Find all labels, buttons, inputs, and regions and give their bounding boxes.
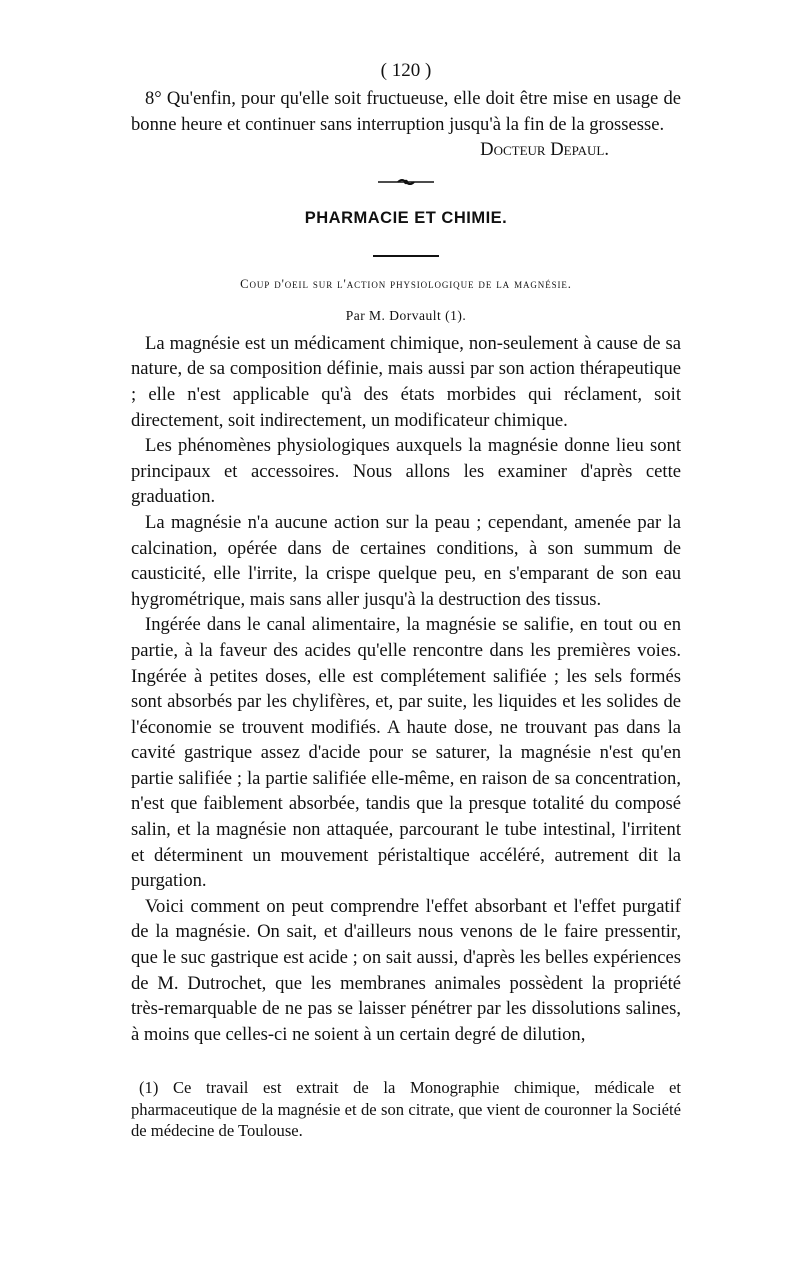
byline: Par M. Dorvault (1). xyxy=(345,307,467,323)
book-page xyxy=(131,58,681,1142)
body-paragraph: Ingérée dans le canal alimentaire, la magnésie se salifie, en tout ou en partie, à la faveur des acides qu'elle rencontre dans les premières voies. Ingérée à petites doses, elle est complétement salifiée ; les sels formés sont absorbés par les chylifères, et, par suite, les liquides et les solides de l'économie se trouvent modifiés. A haute dose, ne trouvant pas dans la cavité gastrique assez d'acide pour se saturer, la magnésie n'est qu'en partie salifiée ; la partie salifiée elle-même, en raison de sa concentration, n'est que faiblement absorbée, tandis que la presque totalité du composé salin, et la magnésie non attaquée, parcourant le tube intestinal, l'irritent et déterminent un mouvement péristaltique accéléré, autrement dit la purgation. xyxy=(131,614,681,892)
body-paragraph: Voici comment on peut comprendre l'effet absorbant et l'effet purgatif de la magnésie. On sait, et d'ailleurs nous venons de le faire pressentir, que le suc gastrique est acide ; on sait aussi, d'après les belles expériences de M. Dutrochet, que les membranes animales possèdent la propriété très-remarquable de ne pas se laisser pénétrer par les dissolutions salines, à moins que celles-ci ne soient à un certain degré de dilution, xyxy=(131,895,681,1045)
ornament-divider-icon xyxy=(376,177,436,187)
footnote-spacer xyxy=(131,1047,681,1077)
body-paragraph: La magnésie est un médicament chimique, non-seulement à cause de sa nature, de sa composition définie, mais aussi par son action thérapeutique ; elle n'est applicable qu'à des états morbides qui réclament, soit directement, soit indirectement, un modificateur chimique. xyxy=(131,332,681,431)
title-rule xyxy=(373,255,439,257)
body-paragraph: La magnésie n'a aucune action sur la peau ; cependant, amenée par la calcination, opérée dans de certaines conditions, à son summum de causticité, elle l'irrite, la crispe quelque peu, en s'emparant de son eau hygrométrique, mais sans aller jusqu'à la destruction des tissus. xyxy=(131,511,681,610)
article-title: Coup d'oeil sur l'action physiologique de la magnésie. xyxy=(240,276,572,291)
body-paragraph: Les phénomènes physiologiques auxquels la magnésie donne lieu sont principaux et accessoires. Nous allons les examiner d'après cette graduation. xyxy=(131,435,681,508)
signature-line xyxy=(131,137,681,163)
section-title: PHARMACIE ET CHIMIE. xyxy=(304,208,508,227)
signature: Docteur Depaul. xyxy=(480,139,609,161)
page-number: ( 120 ) xyxy=(380,60,432,81)
footnote: (1) Ce travail est extrait de la Monographie chimique, médicale et pharmaceutique de la magnésie et de son citrate, que vient de couronner la Société de médecine de Toulouse. xyxy=(131,1078,681,1141)
intro-paragraph: 8° Qu'enfin, pour qu'elle soit fructueuse, elle doit être mise en usage de bonne heure et continuer sans interruption jusqu'à la fin de la grossesse. xyxy=(131,88,681,135)
